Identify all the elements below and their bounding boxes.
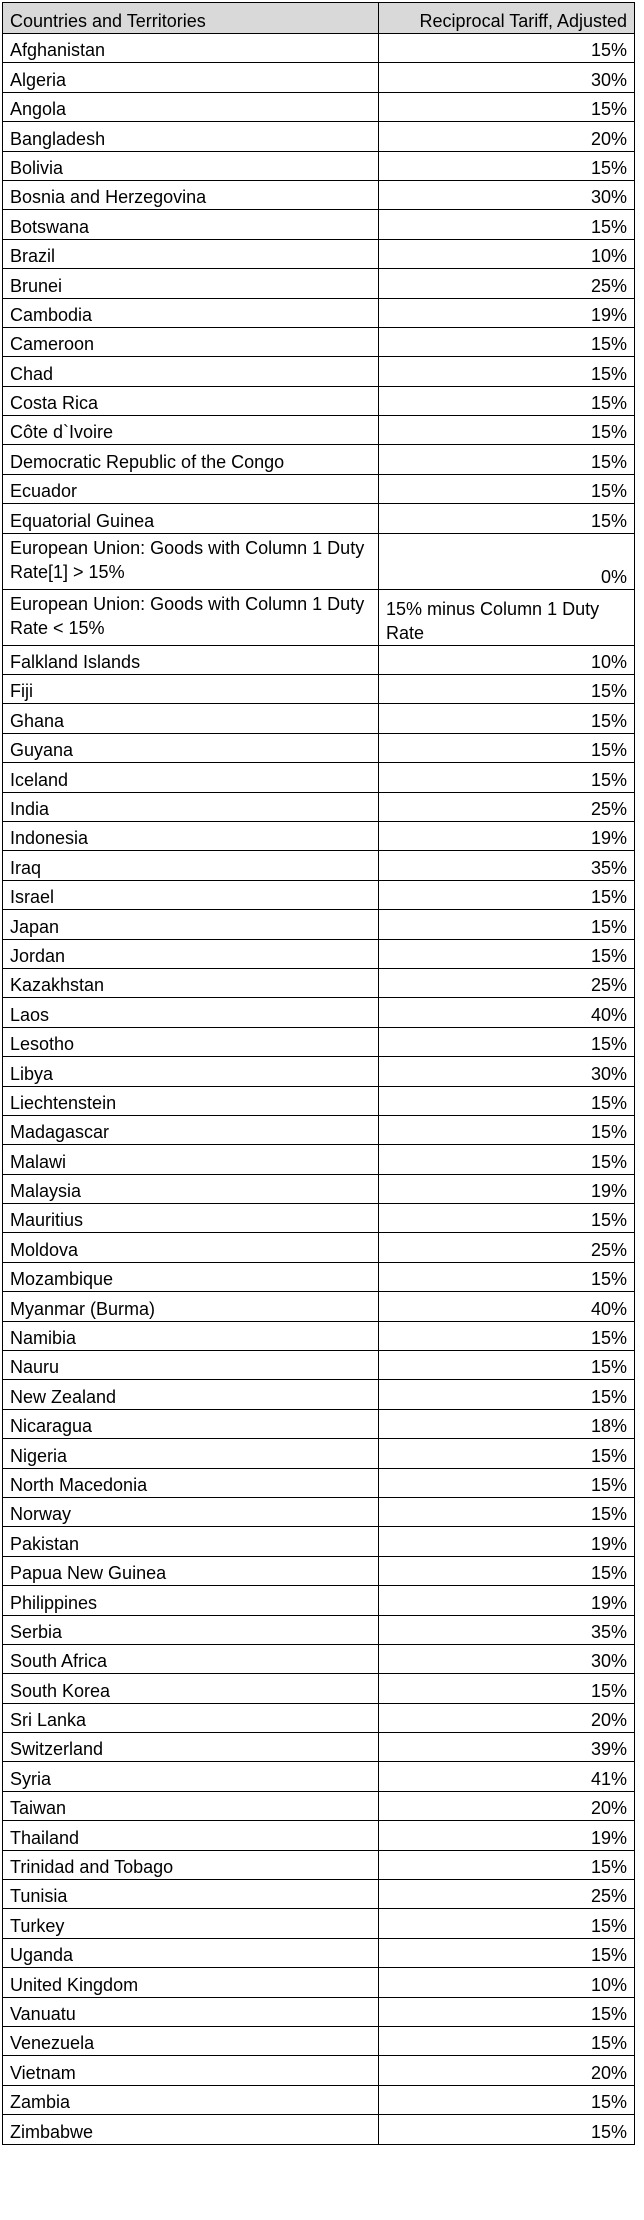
country-cell: Madagascar xyxy=(3,1115,379,1144)
country-cell: Afghanistan xyxy=(3,34,379,63)
tariff-cell: 20% xyxy=(379,122,635,151)
table-row xyxy=(3,910,635,939)
tariff-cell: 19% xyxy=(379,298,635,327)
table-row xyxy=(3,151,635,180)
tariff-cell: 15% xyxy=(379,704,635,733)
table-row xyxy=(3,34,635,63)
column-header-tariff: Reciprocal Tariff, Adjusted xyxy=(379,3,635,34)
tariff-cell: 39% xyxy=(379,1733,635,1762)
table-row xyxy=(3,675,635,704)
tariff-cell: 15% xyxy=(379,1556,635,1585)
tariff-cell: 10% xyxy=(379,239,635,268)
country-cell: Vietnam xyxy=(3,2056,379,2085)
country-cell: Algeria xyxy=(3,63,379,92)
table-row xyxy=(3,1439,635,1468)
table-row xyxy=(3,416,635,445)
table-row xyxy=(3,210,635,239)
tariff-table xyxy=(2,2,635,2145)
table-row xyxy=(3,1086,635,1115)
tariff-cell: 15% xyxy=(379,910,635,939)
tariff-cell: 18% xyxy=(379,1409,635,1438)
country-cell: Brunei xyxy=(3,269,379,298)
country-cell: South Africa xyxy=(3,1644,379,1673)
country-cell: Mauritius xyxy=(3,1204,379,1233)
table-row xyxy=(3,968,635,997)
tariff-cell: 20% xyxy=(379,2056,635,2085)
tariff-cell: 0% xyxy=(379,533,635,589)
tariff-cell: 15% xyxy=(379,1439,635,1468)
table-row xyxy=(3,1644,635,1673)
country-cell: Nauru xyxy=(3,1351,379,1380)
tariff-cell: 30% xyxy=(379,1644,635,1673)
country-cell: Falkland Islands xyxy=(3,645,379,674)
country-cell: Bangladesh xyxy=(3,122,379,151)
country-cell: Lesotho xyxy=(3,1027,379,1056)
tariff-cell: 25% xyxy=(379,269,635,298)
country-cell: Costa Rica xyxy=(3,386,379,415)
tariff-cell: 41% xyxy=(379,1762,635,1791)
tariff-cell: 19% xyxy=(379,821,635,850)
country-cell: Namibia xyxy=(3,1321,379,1350)
tariff-cell: 19% xyxy=(379,1527,635,1556)
country-cell: Papua New Guinea xyxy=(3,1556,379,1585)
country-cell: Iceland xyxy=(3,763,379,792)
table-row xyxy=(3,2085,635,2114)
table-row xyxy=(3,533,635,589)
country-cell: Moldova xyxy=(3,1233,379,1262)
table-row xyxy=(3,998,635,1027)
tariff-cell: 15% xyxy=(379,151,635,180)
tariff-cell: 15% xyxy=(379,1145,635,1174)
table-row xyxy=(3,2115,635,2144)
table-row xyxy=(3,1674,635,1703)
table-row xyxy=(3,1909,635,1938)
table-row xyxy=(3,298,635,327)
country-cell: Chad xyxy=(3,357,379,386)
tariff-cell: 15% xyxy=(379,504,635,533)
table-row xyxy=(3,2027,635,2056)
table-row xyxy=(3,1497,635,1526)
table-row xyxy=(3,1556,635,1585)
table-row xyxy=(3,1527,635,1556)
tariff-cell: 20% xyxy=(379,1791,635,1820)
tariff-cell: 15% xyxy=(379,1115,635,1144)
table-row xyxy=(3,1145,635,1174)
table-row xyxy=(3,792,635,821)
tariff-cell: 15% xyxy=(379,1380,635,1409)
table-row xyxy=(3,1586,635,1615)
country-cell: Ecuador xyxy=(3,474,379,503)
tariff-cell: 15% xyxy=(379,1086,635,1115)
country-cell: Switzerland xyxy=(3,1733,379,1762)
table-row xyxy=(3,1057,635,1086)
tariff-cell: 15% xyxy=(379,92,635,121)
table-row xyxy=(3,1968,635,1997)
country-cell: Tunisia xyxy=(3,1880,379,1909)
country-cell: Nigeria xyxy=(3,1439,379,1468)
country-cell: Mozambique xyxy=(3,1262,379,1291)
country-cell: Nicaragua xyxy=(3,1409,379,1438)
tariff-cell: 10% xyxy=(379,1968,635,1997)
table-row xyxy=(3,239,635,268)
tariff-cell: 15% xyxy=(379,2085,635,2114)
table-row xyxy=(3,1409,635,1438)
tariff-cell: 10% xyxy=(379,645,635,674)
tariff-cell: 15% xyxy=(379,210,635,239)
country-cell: South Korea xyxy=(3,1674,379,1703)
country-cell: Pakistan xyxy=(3,1527,379,1556)
table-row xyxy=(3,1292,635,1321)
table-row xyxy=(3,1351,635,1380)
country-cell: Bolivia xyxy=(3,151,379,180)
tariff-cell: 15% xyxy=(379,675,635,704)
country-cell: Bosnia and Herzegovina xyxy=(3,180,379,209)
country-cell: Angola xyxy=(3,92,379,121)
tariff-cell: 15% xyxy=(379,1850,635,1879)
tariff-cell: 15% xyxy=(379,1468,635,1497)
tariff-cell: 19% xyxy=(379,1821,635,1850)
country-cell: North Macedonia xyxy=(3,1468,379,1497)
tariff-cell: 15% xyxy=(379,327,635,356)
tariff-cell: 15% xyxy=(379,1262,635,1291)
table-row xyxy=(3,1880,635,1909)
country-cell: Vanuatu xyxy=(3,1997,379,2026)
tariff-cell: 15% xyxy=(379,1497,635,1526)
country-cell: Norway xyxy=(3,1497,379,1526)
table-row xyxy=(3,63,635,92)
country-cell: Thailand xyxy=(3,1821,379,1850)
table-row xyxy=(3,2056,635,2085)
country-cell: Zimbabwe xyxy=(3,2115,379,2144)
table-row xyxy=(3,1791,635,1820)
table-row xyxy=(3,704,635,733)
country-cell: Brazil xyxy=(3,239,379,268)
table-row xyxy=(3,504,635,533)
country-cell: Taiwan xyxy=(3,1791,379,1820)
tariff-cell: 15% xyxy=(379,445,635,474)
tariff-cell: 15% xyxy=(379,880,635,909)
table-row xyxy=(3,1204,635,1233)
tariff-cell: 15% xyxy=(379,474,635,503)
country-cell: Trinidad and Tobago xyxy=(3,1850,379,1879)
table-row xyxy=(3,1997,635,2026)
country-cell: Venezuela xyxy=(3,2027,379,2056)
country-cell: Iraq xyxy=(3,851,379,880)
country-cell: Botswana xyxy=(3,210,379,239)
country-cell: Kazakhstan xyxy=(3,968,379,997)
country-cell: Fiji xyxy=(3,675,379,704)
table-row xyxy=(3,1174,635,1203)
table-row xyxy=(3,1733,635,1762)
table-row xyxy=(3,851,635,880)
country-cell: United Kingdom xyxy=(3,1968,379,1997)
country-cell: Israel xyxy=(3,880,379,909)
country-cell: Laos xyxy=(3,998,379,1027)
tariff-cell: 30% xyxy=(379,180,635,209)
tariff-cell: 15% xyxy=(379,733,635,762)
country-cell: Guyana xyxy=(3,733,379,762)
table-row xyxy=(3,1115,635,1144)
tariff-cell: 20% xyxy=(379,1703,635,1732)
table-row xyxy=(3,1027,635,1056)
table-row xyxy=(3,880,635,909)
table-row xyxy=(3,1850,635,1879)
tariff-cell: 25% xyxy=(379,968,635,997)
table-row xyxy=(3,645,635,674)
country-cell: European Union: Goods with Column 1 Duty Rate < 15% xyxy=(3,589,379,645)
table-row xyxy=(3,386,635,415)
country-cell: Turkey xyxy=(3,1909,379,1938)
table-row xyxy=(3,939,635,968)
country-cell: Malawi xyxy=(3,1145,379,1174)
country-cell: Uganda xyxy=(3,1938,379,1967)
table-row xyxy=(3,474,635,503)
tariff-cell: 15% xyxy=(379,1938,635,1967)
tariff-cell: 19% xyxy=(379,1586,635,1615)
table-row xyxy=(3,1468,635,1497)
table-row xyxy=(3,1938,635,1967)
country-cell: Sri Lanka xyxy=(3,1703,379,1732)
country-cell: Libya xyxy=(3,1057,379,1086)
country-cell: Serbia xyxy=(3,1615,379,1644)
tariff-cell: 15% xyxy=(379,763,635,792)
tariff-cell: 15% xyxy=(379,1997,635,2026)
table-row xyxy=(3,733,635,762)
tariff-cell: 15% xyxy=(379,1321,635,1350)
header-row xyxy=(3,3,635,34)
tariff-cell: 30% xyxy=(379,1057,635,1086)
tariff-cell: 15% xyxy=(379,1674,635,1703)
country-cell: Democratic Republic of the Congo xyxy=(3,445,379,474)
tariff-cell: 15% xyxy=(379,2115,635,2144)
tariff-cell: 15% xyxy=(379,1027,635,1056)
table-row xyxy=(3,327,635,356)
country-cell: Cameroon xyxy=(3,327,379,356)
table-row xyxy=(3,92,635,121)
table-row xyxy=(3,1321,635,1350)
tariff-cell: 15% xyxy=(379,386,635,415)
tariff-cell: 15% xyxy=(379,939,635,968)
country-cell: European Union: Goods with Column 1 Duty Rate[1] > 15% xyxy=(3,533,379,589)
table-row xyxy=(3,1262,635,1291)
tariff-cell: 35% xyxy=(379,1615,635,1644)
country-cell: Côte d`Ivoire xyxy=(3,416,379,445)
column-header-country: Countries and Territories xyxy=(3,3,379,34)
table-row xyxy=(3,1762,635,1791)
tariff-cell: 15% xyxy=(379,1351,635,1380)
country-cell: Liechtenstein xyxy=(3,1086,379,1115)
country-cell: Cambodia xyxy=(3,298,379,327)
country-cell: India xyxy=(3,792,379,821)
table-row xyxy=(3,589,635,645)
table-row xyxy=(3,1615,635,1644)
tariff-cell: 15% xyxy=(379,416,635,445)
tariff-cell: 25% xyxy=(379,1233,635,1262)
country-cell: Philippines xyxy=(3,1586,379,1615)
tariff-cell: 40% xyxy=(379,998,635,1027)
country-cell: Myanmar (Burma) xyxy=(3,1292,379,1321)
table-body xyxy=(3,34,635,2145)
tariff-cell: 19% xyxy=(379,1174,635,1203)
country-cell: Ghana xyxy=(3,704,379,733)
table-row xyxy=(3,1821,635,1850)
table-header xyxy=(3,3,635,34)
tariff-cell: 25% xyxy=(379,1880,635,1909)
country-cell: New Zealand xyxy=(3,1380,379,1409)
table-row xyxy=(3,122,635,151)
table-row xyxy=(3,1233,635,1262)
tariff-cell: 15% xyxy=(379,2027,635,2056)
table-row xyxy=(3,763,635,792)
tariff-cell: 30% xyxy=(379,63,635,92)
table-row xyxy=(3,445,635,474)
tariff-cell: 25% xyxy=(379,792,635,821)
tariff-cell: 35% xyxy=(379,851,635,880)
tariff-cell: 40% xyxy=(379,1292,635,1321)
tariff-cell: 15% xyxy=(379,1909,635,1938)
table-row xyxy=(3,269,635,298)
tariff-cell: 15% xyxy=(379,1204,635,1233)
country-cell: Syria xyxy=(3,1762,379,1791)
tariff-cell: 15% xyxy=(379,34,635,63)
table-row xyxy=(3,180,635,209)
tariff-cell: 15% xyxy=(379,357,635,386)
table-row xyxy=(3,821,635,850)
table-row xyxy=(3,1703,635,1732)
tariff-cell: 15% minus Column 1 Duty Rate xyxy=(379,589,635,645)
country-cell: Jordan xyxy=(3,939,379,968)
country-cell: Indonesia xyxy=(3,821,379,850)
table-row xyxy=(3,1380,635,1409)
country-cell: Malaysia xyxy=(3,1174,379,1203)
country-cell: Equatorial Guinea xyxy=(3,504,379,533)
table-row xyxy=(3,357,635,386)
country-cell: Japan xyxy=(3,910,379,939)
country-cell: Zambia xyxy=(3,2085,379,2114)
